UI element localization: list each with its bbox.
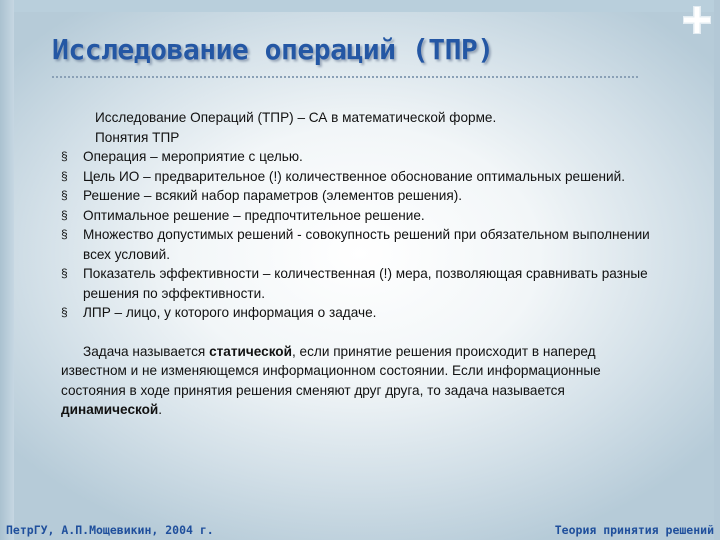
- static-term: статической: [209, 343, 292, 359]
- bullet-feasible-set: [61, 225, 661, 264]
- spacer: [61, 323, 661, 342]
- bullet-marker-icon: §: [61, 149, 68, 163]
- paragraph-text-1: Задача называется: [83, 343, 210, 359]
- concepts-heading: Понятия ТПР: [95, 129, 180, 145]
- paragraph-text-2: , если принятие решения происходит в наперед известном и не изменяющемся информационном состоянии. Если информационные состояния в ходе принятия решения сменяют друг друга, то задача называется: [61, 343, 601, 398]
- bullet-text: Множество допустимых решений - совокупность решений при обязательном выполнении всех условий.: [83, 227, 654, 262]
- bullet-marker-icon: §: [61, 227, 68, 241]
- bullet-efficiency: [61, 264, 661, 303]
- bullet-optimal: [61, 206, 661, 226]
- title-divider: [52, 76, 638, 78]
- bullet-marker-icon: §: [61, 305, 68, 319]
- dynamic-term: динамической: [61, 402, 159, 417]
- bullet-text: Решение – всякий набор параметров (элементов решения).: [83, 188, 463, 203]
- frame-right-border: [714, 0, 720, 540]
- bullet-decision: [61, 186, 661, 206]
- bullet-marker-icon: §: [61, 207, 68, 222]
- bullet-decision-maker: [61, 303, 661, 323]
- bullet-marker-icon: §: [61, 266, 68, 280]
- frame-top-border: [0, 0, 720, 12]
- bullet-goal: [61, 167, 661, 187]
- slide-title: Исследование операций (ТПР): [52, 33, 494, 66]
- bullet-text: Операция – мероприятие с целью.: [83, 149, 303, 164]
- bullet-operation: [61, 147, 661, 167]
- bullet-marker-icon: §: [61, 168, 68, 183]
- paragraph-text-3: .: [158, 402, 163, 417]
- bullet-text: ЛПР – лицо, у которого информация о задаче.: [83, 305, 377, 320]
- bullet-marker-icon: §: [61, 188, 68, 202]
- bullet-text: Цель ИО – предварительное (!) количественное обоснование оптимальных решений.: [83, 168, 626, 184]
- static-dynamic-paragraph: [61, 342, 661, 420]
- frame-left-border: [0, 0, 14, 540]
- bullet-text: Показатель эффективности – количественная (!) мера, позволяющая сравнивать разные решения по эффективности.: [83, 266, 652, 301]
- intro-line: Исследование Операций (ТПР) – СА в математической форме.: [95, 110, 497, 125]
- bullet-text: Оптимальное решение – предпочтительное решение.: [83, 207, 425, 223]
- decorative-cross-icon: [683, 6, 711, 34]
- slide-body: [61, 108, 661, 420]
- footer-course: Теория принятия решений: [554, 523, 714, 537]
- footer-author: ПетрГУ, А.П.Мощевикин, 2004 г.: [6, 523, 214, 537]
